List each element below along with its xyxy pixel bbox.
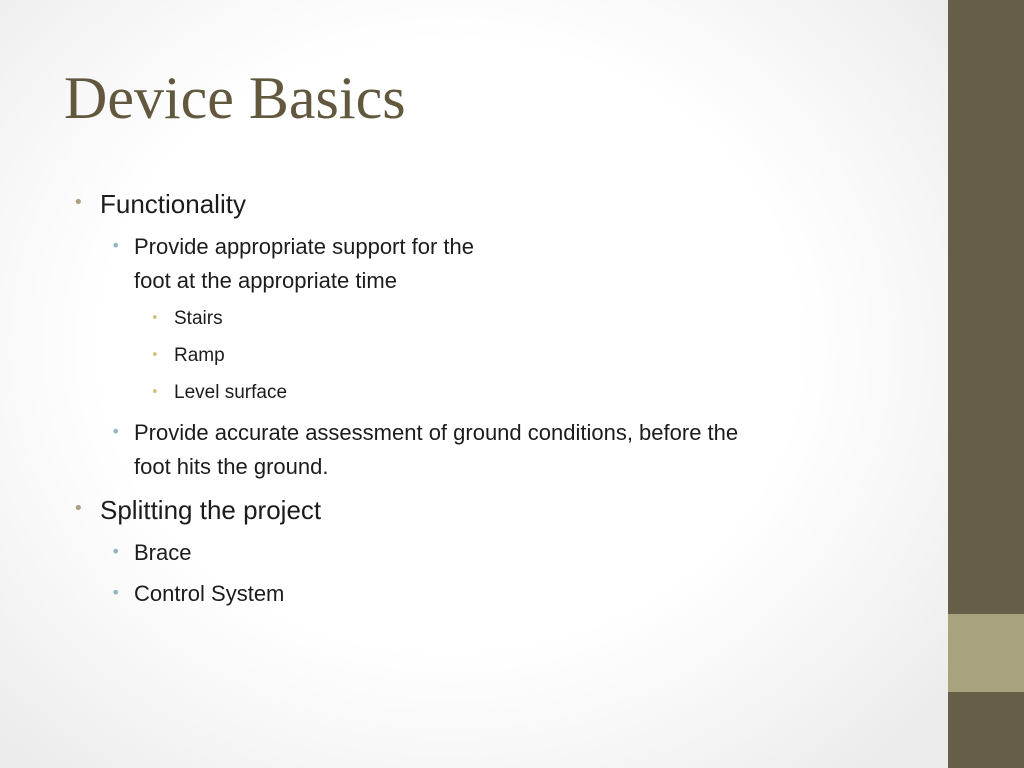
bullet-splitting-project: Splitting the project [100,495,322,525]
bullet-functionality: Functionality [100,189,246,219]
sub-bullet-support-line2: foot at the appropriate time [134,268,397,293]
bullet-dot-icon: • [151,348,159,363]
slide-title: Device Basics [64,65,406,131]
bullet-dot-icon: • [151,385,159,400]
bullet-dot-icon: • [151,311,159,326]
bullet-dot-icon: • [73,498,84,519]
sub-sub-bullet-stairs: Stairs [174,308,223,329]
side-bar-accent [948,614,1024,692]
bullet-dot-icon: • [111,583,121,602]
bullet-dot-icon: • [73,192,84,213]
sub-bullet-control-system: Control System [134,581,285,606]
sub-bullet-assessment-line1: Provide accurate assessment of ground conditions, before the [134,420,739,445]
sub-bullet-support-line1: Provide appropriate support for the [134,234,474,259]
bullet-dot-icon: • [111,236,121,255]
sub-bullet-assessment-line2: foot hits the ground. [134,454,329,479]
sub-sub-bullet-level-surface: Level surface [174,382,288,403]
bullet-dot-icon: • [111,422,121,441]
bullet-dot-icon: • [111,542,121,561]
sub-bullet-brace: Brace [134,540,192,565]
sub-sub-bullet-ramp: Ramp [174,345,225,366]
